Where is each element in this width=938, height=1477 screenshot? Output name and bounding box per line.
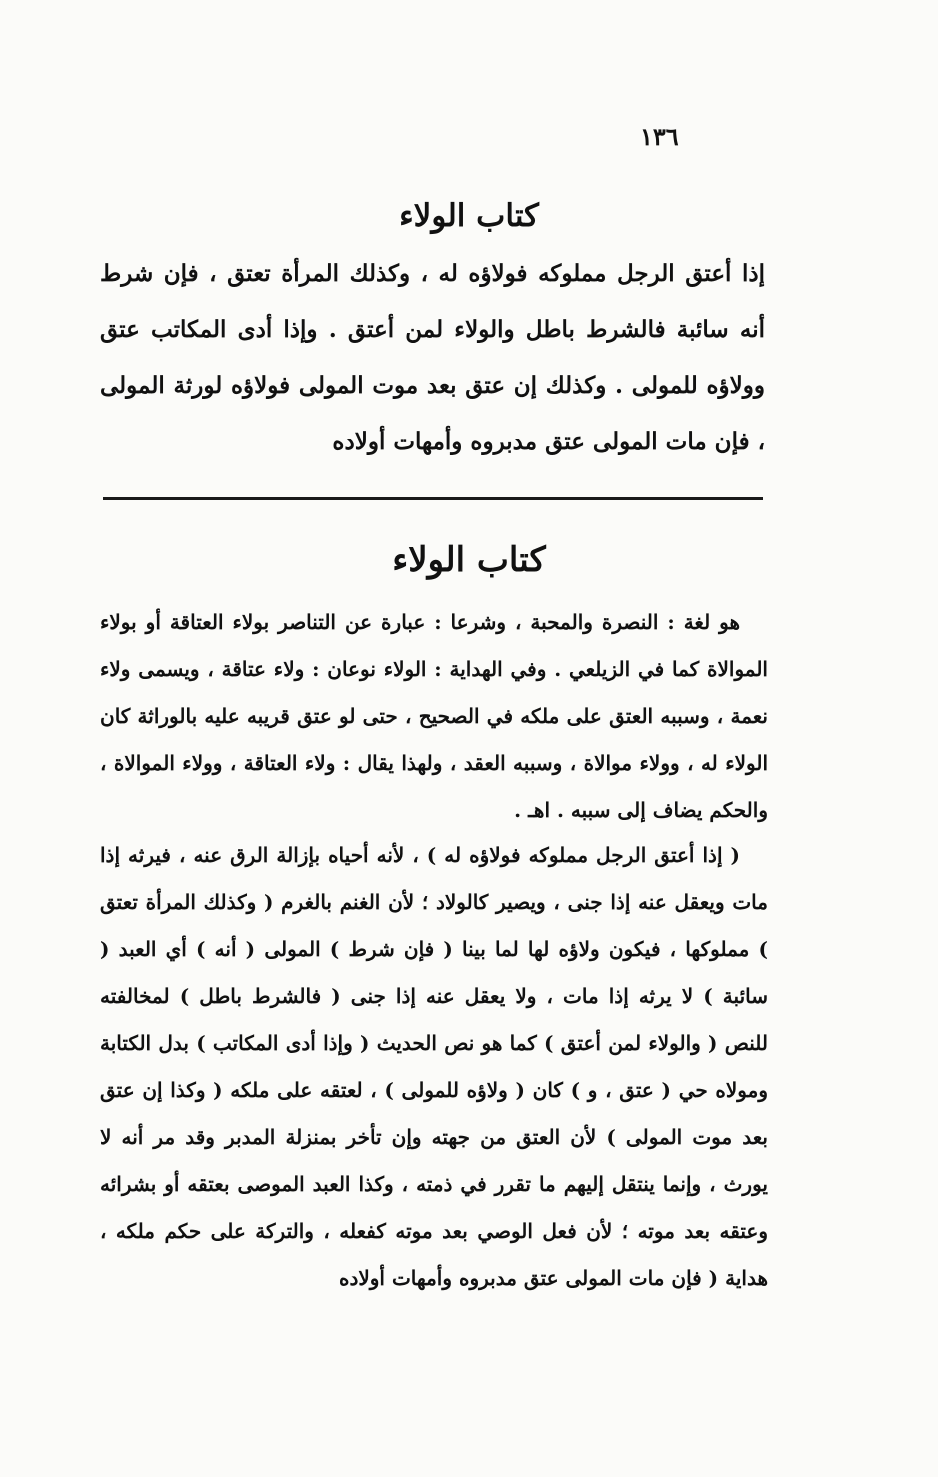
commentary-main-text: ( إذا أعتق الرجل مملوكه فولاؤه له ) ، لأنه أحياه بإزالة الرق عنه ، فيرثه إذا مات ويعقل عنه إذا جنى ، ويصير كالولاد ؛ لأن الغنم بالغرم ( وكذلك المرأة تعتق ) مملوكها ، فيكون ولاؤه لها لما بينا ( فإن شرط ) المولى ( أنه ) أي العبد ( سائبة ) لا يرثه إذا مات ، ولا يعقل عنه إذا جنى ( فالشرط باطل ) لمخالفته للنص ( والولاء لمن أعتق ) كما هو نص الحديث ( وإذا أدى المكاتب ) بدل الكتابة ومولاه حي ( عتق ، و ) كان ( ولاؤه للمولى ) ، لعتقه على ملكه ( وكذا إن عتق بعد موت المولى ) لأن العتق من جهته وإن تأخر بمنزلة المدبر وقد مر أنه لا يورث ، وإنما ينتقل إليهم ما تقرر في ذمته ، وكذا العبد الموصى بعتقه أو بشرائه وعتقه بعد موته ؛ لأن فعل الوصي بعد موته كفعله ، والتركة على حكم ملكه ، هداية ( فإن مات المولى عتق مدبروه وأمهات أولاده [100, 843, 768, 1290]
page-number: ١٣٦ [640, 122, 679, 151]
commentary-intro-text: هو لغة : النصرة والمحبة ، وشرعا : عبارة عن التناصر بولاء العتاقة أو بولاء الموالاة كما في الزيلعي . وفي الهداية : الولاء نوعان : ولاء عتاقة ، ويسمى ولاء نعمة ، وسببه العتق على ملكه في الصحيح ، حتى لو عتق قريبه عليه بالوراثة كان الولاء له ، وولاء موالاة ، وسببه العقد ، ولهذا يقال : ولاء العتاقة ، وولاء الموالاة ، والحكم يضاف إلى سببه . اهـ . [100, 610, 768, 822]
commentary-main-paragraph [100, 832, 768, 1302]
commentary-intro-paragraph [100, 599, 768, 834]
section-title-top: كتاب الولاء [399, 198, 539, 234]
matn-text: إذا أعتق الرجل مملوكه فولاؤه له ، وكذلك المرأة تعتق ، فإن شرط أنه سائبة فالشرط باطل والولاء لمن أعتق . وإذا أدى المكاتب عتق وولاؤه للمولى . وكذلك إن عتق بعد موت المولى فولاؤه لورثة المولى ، فإن مات المولى عتق مدبروه وأمهات أولاده [100, 260, 765, 455]
section-divider [103, 497, 763, 500]
section-title-bottom: كتاب الولاء [392, 540, 546, 580]
